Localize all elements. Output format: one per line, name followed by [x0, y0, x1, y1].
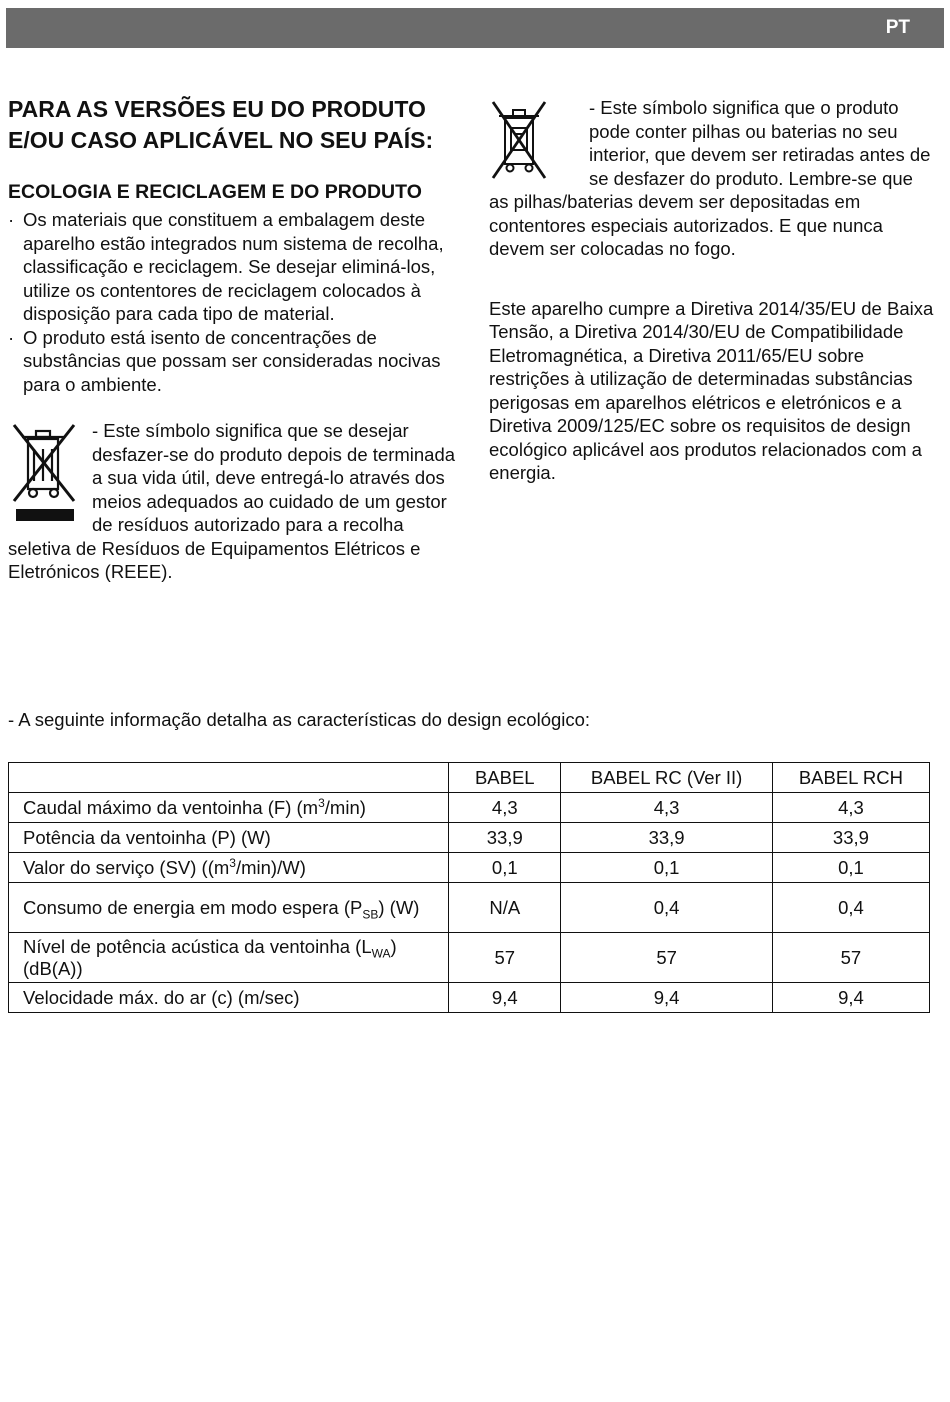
row-label: Valor do serviço (SV) $((m^3/\min)/W)$	[9, 853, 449, 883]
value-cell: 4,3	[449, 793, 561, 823]
crossed-out-bin-battery-icon	[489, 98, 549, 186]
row-label: Consumo de energia em modo espera $(P_{SB})$ (W)	[9, 883, 449, 933]
value-cell: 57	[449, 933, 561, 983]
page-title: PARA AS VERSÕES EU DO PRODUTO E/OU CASO APLICÁVEL NO SEU PAÍS:	[8, 96, 434, 153]
table-row	[9, 883, 930, 933]
value-cell: 0,1	[772, 853, 929, 883]
value-cell: 4,3	[561, 793, 773, 823]
value-cell: 9,4	[772, 983, 929, 1013]
value-cell: 33,9	[772, 823, 929, 853]
crossed-out-wheelie-bin-icon	[8, 419, 80, 527]
weee-text: - Este símbolo significa que se desejar desfazer-se do produto depois de terminada a sua vida útil, deve entregá-lo através dos meios adequados ao cuidado de um gestor de resíduos autorizado para a recolha seletiva de Resíduos de Equipamentos Elétricos e Eletrónicos (REEE).	[8, 420, 456, 582]
value-cell: 0,4	[772, 883, 929, 933]
bullet-text: O produto está isento de concentrações de substâncias que possam ser consideradas nocivas para o ambiente.	[23, 326, 441, 395]
value-cell: N/A	[449, 883, 561, 933]
table-row	[9, 983, 930, 1013]
value-cell: 9,4	[561, 983, 773, 1013]
bullet-dot: ·	[8, 209, 15, 230]
row-label: Nível de potência acústica da ventoinha $(L_{WA})$ (dB(A))	[9, 933, 449, 983]
row-label: Caudal máximo da ventoinha (F) $(m^3/\min)$	[9, 793, 449, 823]
header-bar	[6, 8, 944, 48]
value-cell: 57	[772, 933, 929, 983]
table-row	[9, 933, 930, 983]
row-label: Potência da ventoinha (P) (W)	[9, 823, 449, 853]
left-column	[8, 94, 468, 584]
list-item	[8, 208, 468, 326]
value-cell: 57	[561, 933, 773, 983]
battery-text: - Este símbolo significa que o produto pode conter pilhas ou baterias no seu interior, que devem ser retiradas antes de se desfazer do produto. Lembre-se que as pilhas/baterias devem ser depositadas em contentores especiais autorizados. E que nunca devem ser colocadas no fogo.	[489, 97, 931, 259]
language-label: PT	[885, 17, 910, 38]
weee-notice	[8, 419, 468, 584]
value-cell: 0,4	[561, 883, 773, 933]
ecodesign-table	[8, 762, 930, 1013]
table-header-row	[9, 763, 930, 793]
value-cell: 33,9	[449, 823, 561, 853]
bullet-dot: ·	[8, 326, 15, 348]
header-cell: BABEL RC (Ver II)	[561, 763, 773, 793]
header-cell	[9, 763, 449, 793]
value-cell: 0,1	[449, 853, 561, 883]
ecodesign-intro: - A seguinte informação detalha as características do design ecológico:	[8, 709, 591, 730]
value-cell: 4,3	[772, 793, 929, 823]
table-row	[9, 853, 930, 883]
bullet-text: Os materiais que constituem a embalagem deste aparelho estão integrados num sistema de recolha, classificação e reciclagem. Se desejar eliminá-los, utilize os contentores de reciclagem colocados à disposição para cada tipo de material.	[23, 209, 444, 324]
row-label: Velocidade máx. do ar (c) (m/sec)	[9, 983, 449, 1013]
value-cell: 9,4	[449, 983, 561, 1013]
right-column	[489, 96, 934, 485]
battery-notice	[489, 96, 934, 261]
section-title: ECOLOGIA E RECICLAGEM E DO PRODUTO	[8, 181, 422, 203]
table-row	[9, 793, 930, 823]
directive-text: Este aparelho cumpre a Diretiva 2014/35/EU de Baixa Tensão, a Diretiva 2014/30/EU de Compatibilidade Eletromagnética, a Diretiva 2011/65/EU sobre restrições à utilização de determinadas substâncias perigosas em aparelhos elétricos e eletrónicos e a Diretiva 2009/125/EC sobre os requisitos de design ecológico aplicável aos produtos relacionados com a energia.	[489, 297, 934, 483]
value-cell: 33,9	[561, 823, 773, 853]
list-item	[8, 326, 468, 397]
value-cell: 0,1	[561, 853, 773, 883]
header-cell: BABEL	[449, 763, 561, 793]
table-row	[9, 823, 930, 853]
bullet-list	[8, 208, 468, 396]
header-cell: BABEL RCH	[772, 763, 929, 793]
